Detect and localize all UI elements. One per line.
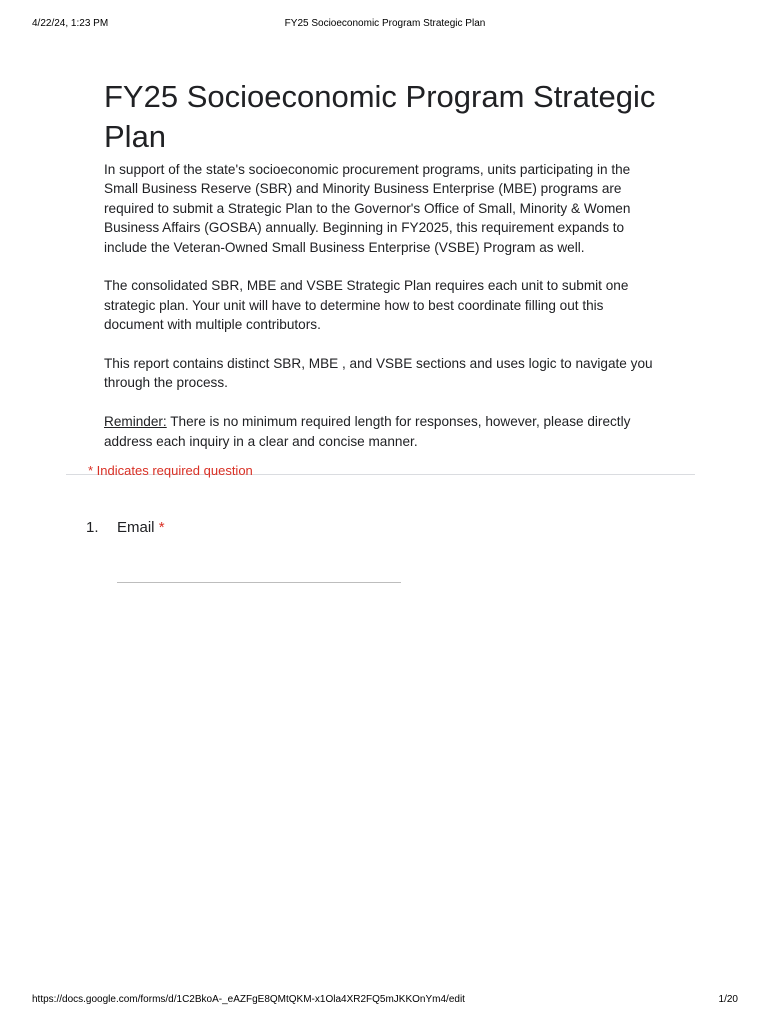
description-paragraph: In support of the state's socioeconomic procurement programs, units participating in the Small Business Reserve (SBR) and Minority Business Enterprise (MBE) programs are required to submit a Strategic Plan to the Governor's Office of Small, Minority & Women Business Affairs (GOSBA) annually. Beginning in FY2025, this requirement expands to include the Veteran-Owned Small Business Enterprise (VSBE) Program as well. xyxy=(104,162,631,255)
reminder-paragraph xyxy=(104,412,664,451)
page-number: 1/20 xyxy=(718,994,738,1005)
print-footer xyxy=(0,994,770,1008)
print-url: https://docs.google.com/forms/d/1C2BkoA-_eAZFgE8QMtQKM-x1Ola4XR2FQ5mJKKOnYm4/edit xyxy=(32,994,465,1005)
email-answer-input[interactable] xyxy=(117,582,401,583)
reminder-text: There is no minimum required length for responses, however, please directly address each inquiry in a clear and concise manner. xyxy=(104,414,631,449)
print-title: FY25 Socioeconomic Program Strategic Plan xyxy=(284,18,486,29)
print-header xyxy=(0,18,770,32)
description-paragraph: The consolidated SBR, MBE and VSBE Strategic Plan requires each unit to submit one strategic plan. Your unit will have to determine how to best coordinate filling out this document with multiple contributors. xyxy=(104,278,629,333)
question-number: 1. xyxy=(86,519,99,536)
description-paragraph: This report contains distinct SBR, MBE , and VSBE sections and uses logic to navigate you through the process. xyxy=(104,356,653,391)
required-asterisk: * xyxy=(158,519,165,536)
form-description xyxy=(104,160,664,470)
print-date: 4/22/24, 1:23 PM xyxy=(32,18,109,29)
required-note: * Indicates required question xyxy=(88,463,253,478)
question-email xyxy=(86,518,165,538)
reminder-label: Reminder: xyxy=(104,414,167,430)
question-label: Email xyxy=(117,519,155,536)
form-title: FY25 Socioeconomic Program Strategic Plan xyxy=(104,79,656,154)
